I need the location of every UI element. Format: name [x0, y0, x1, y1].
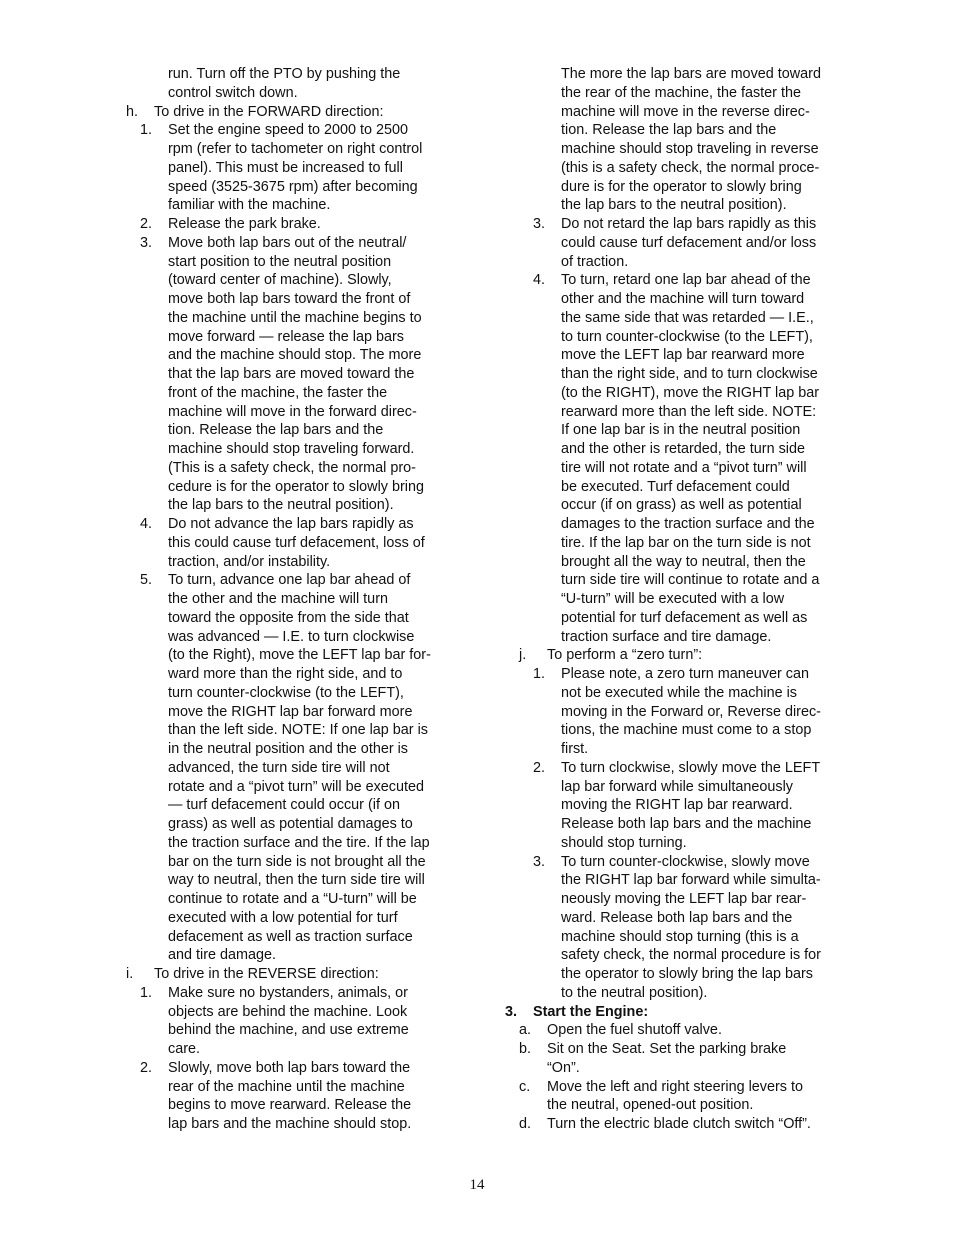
forward-step-marker: 3.	[140, 234, 153, 251]
forward-step-line: cedure is for the operator to slowly bring	[168, 478, 424, 495]
forward-step-marker: 5.	[140, 572, 153, 589]
forward-step-line: advanced, the turn side tire will not	[168, 759, 390, 776]
zero-turn-step-line: first.	[561, 741, 589, 757]
reverse-step-marker: 1.	[140, 984, 153, 1001]
reverse-step-marker: 4.	[533, 272, 546, 289]
reverse-step-line: of traction.	[561, 253, 629, 270]
forward-step-line: bar on the turn side is not brought all the	[168, 853, 426, 870]
step-j-marker: j.	[519, 647, 527, 664]
forward-step-line: way to neutral, then the turn side tire will	[168, 872, 425, 889]
forward-step-line: turn counter-clockwise (to the LEFT),	[168, 684, 404, 701]
reverse-step-line: potential for turf defacement as well as	[561, 609, 808, 626]
step-i-marker: i.	[126, 966, 134, 982]
reverse-step-marker: 3.	[533, 216, 546, 232]
forward-step-line: Move both lap bars out of the neutral/	[168, 234, 407, 251]
zero-turn-step-line: safety check, the normal procedure is for	[561, 947, 821, 964]
reverse-step-line: move the LEFT lap bar rearward more	[561, 347, 805, 364]
zero-turn-step-line: the operator to slowly bring the lap bars	[561, 966, 813, 982]
forward-step-marker: 1.	[140, 122, 153, 139]
forward-step-line: Do not advance the lap bars rapidly as	[168, 516, 414, 532]
reverse-step-line: begins to move rearward. Release the	[168, 1097, 412, 1114]
reverse-step-line: care.	[168, 1041, 200, 1057]
forward-step-line: defacement as well as traction surface	[168, 928, 413, 945]
forward-step-line: rpm (refer to tachometer on right control	[168, 141, 423, 157]
reverse-step-line: damages to the traction surface and the	[561, 516, 815, 532]
forward-step-line: panel). This must be increased to full	[168, 159, 403, 176]
reverse-step-line: tire. If the lap bar on the turn side is not	[561, 534, 811, 551]
start-engine-step-line: Turn the electric blade clutch switch “Off”.	[547, 1116, 811, 1132]
forward-step-line: tion. Release the lap bars and the	[168, 422, 384, 439]
forward-step-line: rotate and a “pivot turn” will be executed	[168, 778, 424, 795]
forward-step-line: grass) as well as potential damages to	[168, 816, 413, 832]
forward-step-line: move forward — release the lap bars	[168, 328, 404, 345]
forward-step-line: this could cause turf defacement, loss of	[168, 534, 425, 551]
reverse-step-line: rearward more than the left side. NOTE:	[561, 403, 817, 420]
reverse-step-line: turn side tire will continue to rotate and a	[561, 572, 820, 589]
forward-step-line: continue to rotate and a “U-turn” will be	[168, 891, 417, 907]
section-3-heading: Start the Engine:	[533, 1003, 649, 1020]
forward-step-line: and tire damage.	[168, 947, 277, 964]
step-h-heading: To drive in the FORWARD direction:	[154, 103, 384, 120]
start-engine-step-marker: b.	[519, 1041, 532, 1057]
paragraph-line: run. Turn off the PTO by pushing the	[168, 66, 401, 82]
paragraph-line: machine should stop traveling in reverse	[561, 141, 819, 157]
start-engine-step-marker: c.	[519, 1078, 531, 1095]
forward-step-line: (This is a safety check, the normal pro-	[168, 459, 416, 476]
zero-turn-step-line: Release both lap bars and the machine	[561, 816, 812, 832]
forward-step-line: Set the engine speed to 2000 to 2500	[168, 122, 409, 139]
forward-step-line: executed with a low potential for turf	[168, 909, 398, 926]
reverse-step-line: Slowly, move both lap bars toward the	[168, 1059, 411, 1076]
zero-turn-step-line: To turn counter-clockwise, slowly move	[561, 853, 810, 870]
forward-step-line: start position to the neutral position	[168, 253, 392, 270]
reverse-step-line: to turn counter-clockwise (to the LEFT),	[561, 328, 813, 345]
forward-step-line: the lap bars to the neutral position).	[168, 497, 394, 514]
reverse-step-line: the same side that was retarded — I.E.,	[561, 309, 814, 326]
forward-step-line: machine will move in the forward direc-	[168, 403, 417, 420]
zero-turn-step-line: To turn clockwise, slowly move the LEFT	[561, 759, 821, 776]
zero-turn-step-marker: 1.	[533, 666, 546, 682]
reverse-step-line: “U-turn” will be executed with a low	[561, 591, 785, 607]
start-engine-step-line: Sit on the Seat. Set the parking brake	[547, 1041, 787, 1057]
reverse-step-line: could cause turf defacement and/or loss	[561, 234, 817, 251]
zero-turn-step-line: tions, the machine must come to a stop	[561, 722, 812, 739]
forward-step-line: To turn, advance one lap bar ahead of	[168, 572, 411, 589]
paragraph-line: (this is a safety check, the normal proce-	[561, 159, 820, 176]
zero-turn-step-line: ward. Release both lap bars and the	[561, 909, 793, 926]
forward-step-line: that the lap bars are moved toward the	[168, 366, 415, 382]
forward-step-line: traction, and/or instability.	[168, 553, 331, 570]
forward-step-line: in the neutral position and the other is	[168, 741, 409, 757]
start-engine-step-line: Move the left and right steering levers to	[547, 1078, 803, 1095]
page-number: 14	[469, 1177, 485, 1193]
reverse-step-line: than the right side, and to turn clockwise	[561, 366, 818, 382]
reverse-step-line: behind the machine, and use extreme	[168, 1022, 409, 1039]
reverse-step-line: brought all the way to neutral, then the	[561, 553, 806, 570]
forward-step-line: familiar with the machine.	[168, 197, 331, 214]
reverse-step-line: other and the machine will turn toward	[561, 291, 805, 307]
reverse-step-line: lap bars and the machine should stop.	[168, 1116, 412, 1132]
reverse-step-line: traction surface and tire damage.	[561, 628, 772, 645]
reverse-step-line: occur (if on grass) as well as potential	[561, 497, 802, 514]
zero-turn-step-line: to the neutral position).	[561, 984, 708, 1001]
reverse-step-line: Make sure no bystanders, animals, or	[168, 984, 408, 1001]
zero-turn-step-line: Please note, a zero turn maneuver can	[561, 666, 809, 682]
start-engine-step-line: “On”.	[547, 1059, 580, 1076]
section-3-marker: 3.	[505, 1003, 518, 1020]
reverse-step-line: Do not retard the lap bars rapidly as this	[561, 216, 817, 232]
step-j-heading: To perform a “zero turn”:	[547, 647, 703, 664]
paragraph-line: control switch down.	[168, 84, 298, 101]
forward-step-line: — turf defacement could occur (if on	[168, 797, 400, 814]
reverse-step-line: (to the RIGHT), move the RIGHT lap bar	[561, 384, 820, 401]
reverse-step-line: rear of the machine until the machine	[168, 1078, 405, 1095]
paragraph-line: tion. Release the lap bars and the	[561, 122, 777, 139]
zero-turn-step-line: the RIGHT lap bar forward while simulta-	[561, 872, 821, 889]
step-i-heading: To drive in the REVERSE direction:	[154, 966, 379, 982]
forward-step-line: (to the Right), move the LEFT lap bar for-	[168, 647, 431, 664]
forward-step-line: and the machine should stop. The more	[168, 347, 422, 364]
zero-turn-step-marker: 2.	[533, 759, 546, 776]
start-engine-step-line: Open the fuel shutoff valve.	[547, 1022, 722, 1039]
zero-turn-step-marker: 3.	[533, 853, 546, 870]
start-engine-step-line: the neutral, opened-out position.	[547, 1097, 754, 1114]
forward-step-line: than the left side. NOTE: If one lap bar is	[168, 722, 428, 739]
forward-step-line: ward more than the right side, and to	[168, 666, 403, 682]
forward-step-line: the other and the machine will turn	[168, 591, 388, 607]
forward-step-marker: 2.	[140, 216, 153, 232]
forward-step-line: was advanced — I.E. to turn clockwise	[168, 628, 415, 645]
paragraph-line: the rear of the machine, the faster the	[561, 84, 801, 101]
reverse-step-line: objects are behind the machine. Look	[168, 1003, 408, 1020]
forward-step-line: machine should stop traveling forward.	[168, 441, 415, 457]
forward-step-line: speed (3525-3675 rpm) after becoming	[168, 178, 418, 195]
step-h-marker: h.	[126, 103, 139, 120]
forward-step-line: move both lap bars toward the front of	[168, 291, 411, 307]
reverse-step-line: and the other is retarded, the turn side	[561, 441, 805, 457]
zero-turn-step-line: not be executed while the machine is	[561, 684, 797, 701]
forward-step-line: (toward center of machine). Slowly,	[168, 272, 392, 289]
forward-step-line: toward the opposite from the side that	[168, 609, 409, 626]
zero-turn-step-line: should stop turning.	[561, 834, 687, 851]
zero-turn-step-line: lap bar forward while simultaneously	[561, 778, 793, 795]
forward-step-line: the traction surface and the tire. If the lap	[168, 834, 430, 851]
reverse-step-marker: 2.	[140, 1059, 153, 1076]
zero-turn-step-line: moving in the Forward or, Reverse direc-	[561, 703, 821, 720]
paragraph-line: dure is for the operator to slowly bring	[561, 178, 802, 195]
zero-turn-step-line: moving the RIGHT lap bar rearward.	[561, 797, 793, 814]
forward-step-line: move the RIGHT lap bar forward more	[168, 703, 413, 720]
reverse-step-line: be executed. Turf defacement could	[561, 478, 790, 495]
forward-step-line: the machine until the machine begins to	[168, 309, 422, 326]
forward-step-marker: 4.	[140, 516, 153, 532]
zero-turn-step-line: machine should stop turning (this is a	[561, 928, 799, 945]
zero-turn-step-line: neously moving the LEFT lap bar rear-	[561, 891, 807, 907]
start-engine-step-marker: a.	[519, 1022, 532, 1039]
reverse-step-line: If one lap bar is in the neutral position	[561, 422, 801, 439]
forward-step-line: front of the machine, the faster the	[168, 384, 388, 401]
paragraph-line: the lap bars to the neutral position).	[561, 197, 787, 214]
paragraph-line: The more the lap bars are moved toward	[561, 66, 821, 82]
start-engine-step-marker: d.	[519, 1116, 532, 1132]
paragraph-line: machine will move in the reverse direc-	[561, 103, 810, 120]
reverse-step-line: tire will not rotate and a “pivot turn” will	[561, 459, 807, 476]
forward-step-line: Release the park brake.	[168, 216, 321, 232]
reverse-step-line: To turn, retard one lap bar ahead of the	[561, 272, 811, 289]
